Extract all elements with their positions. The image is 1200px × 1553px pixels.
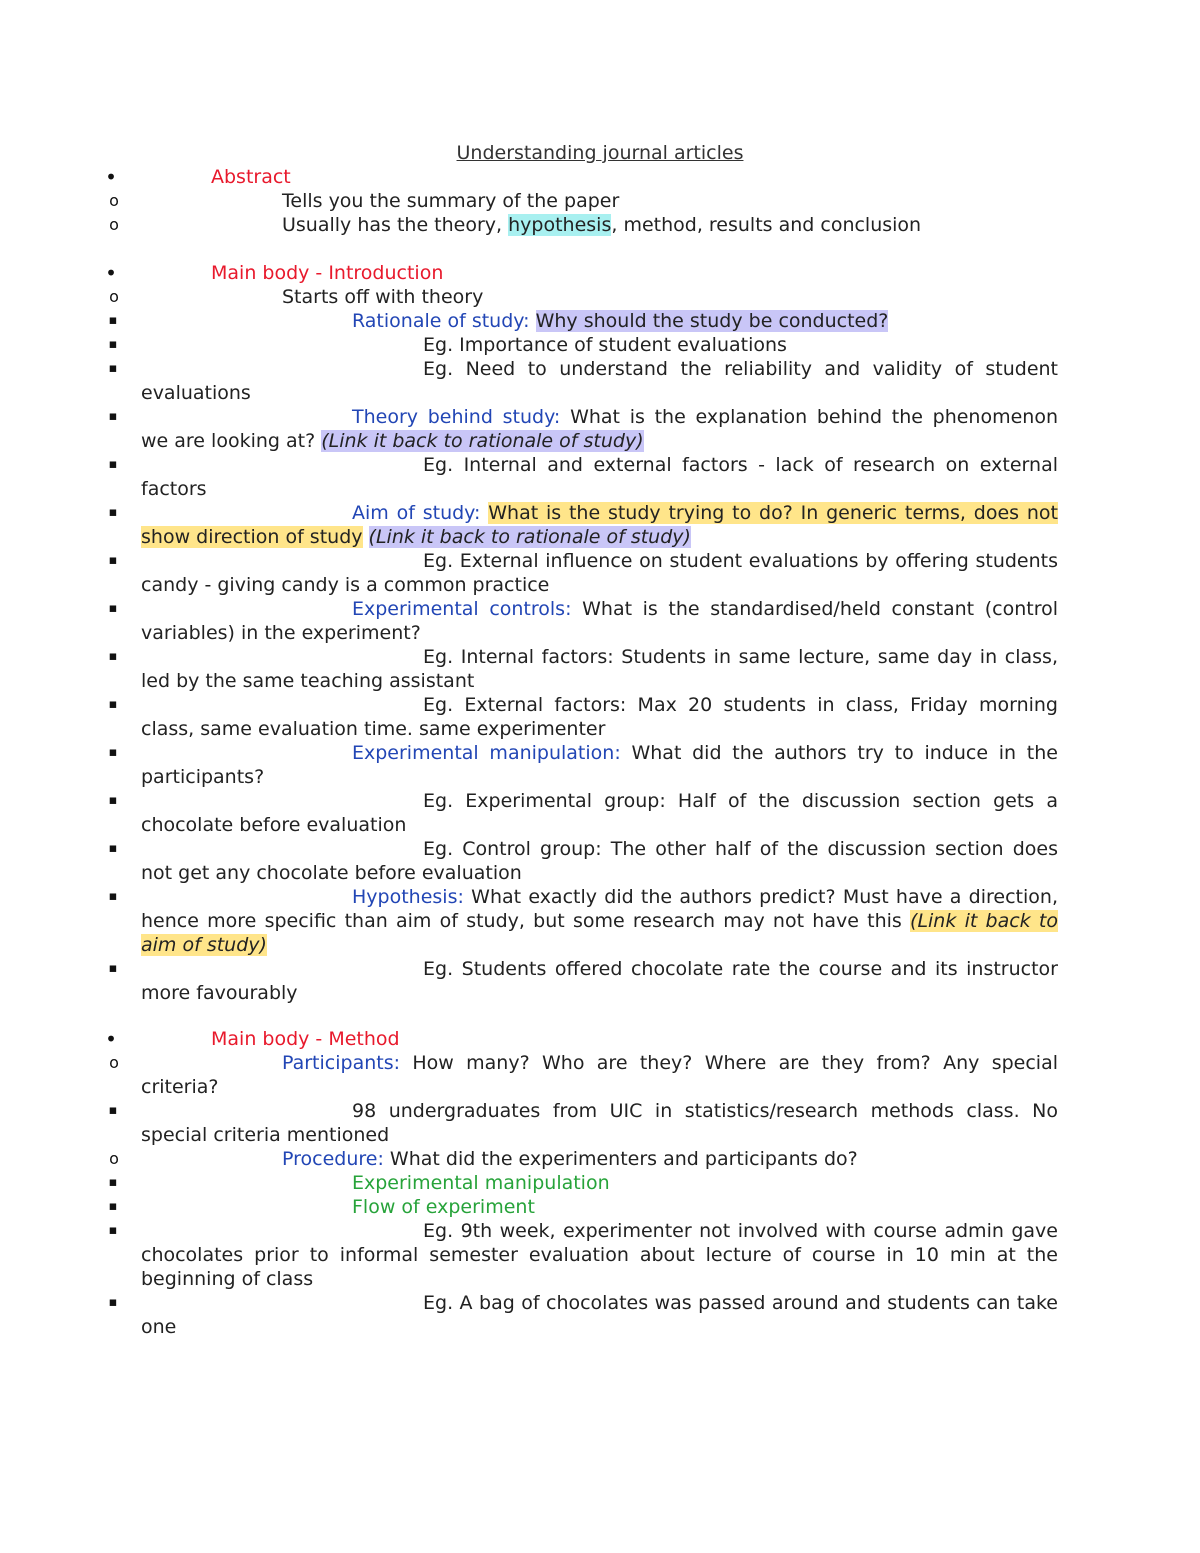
sublabel-flow: Flow of experiment — [352, 1196, 535, 1218]
list-item — [0, 405, 1200, 453]
list-item — [0, 213, 1200, 237]
list-item — [0, 309, 1200, 333]
list-text: Eg. Control group: The other half of the discussion section does not get any chocolate before evaluation — [141, 838, 1058, 884]
bullet-disc-icon: • — [105, 1027, 117, 1051]
list-item — [0, 261, 1200, 285]
list-text: Usually has the theory, — [282, 214, 509, 236]
list-text: What exactly did the authors predict? Must have a direction, hence more specific than aim of study, but some research may not have this — [141, 886, 1058, 932]
highlighted-term: hypothesis — [508, 214, 612, 236]
label-aim: Aim of study: — [352, 502, 481, 524]
bullet-disc-icon: • — [105, 261, 117, 285]
list-item — [0, 1147, 1200, 1171]
link-note: (Link it back to rationale of study) — [368, 526, 691, 548]
list-item — [0, 189, 1200, 213]
highlighted-question: What is the study trying to do? In generic terms, does not show direction of study — [141, 502, 1058, 548]
list-item — [0, 693, 1200, 741]
bullet-circle-icon: o — [109, 1149, 119, 1168]
bullet-square-icon: ▪ — [108, 1103, 118, 1118]
list-item — [0, 789, 1200, 837]
list-item — [0, 333, 1200, 357]
list-text: What is the standardised/held constant (control variables) in the experiment? — [141, 598, 1058, 644]
list-item — [0, 1195, 1200, 1219]
bullet-square-icon: ▪ — [108, 505, 118, 520]
list-text: Eg. Students offered chocolate rate the course and its instructor more favourably — [141, 958, 1058, 1004]
label-theory: Theory behind study: — [352, 406, 561, 428]
list-item — [0, 1051, 1200, 1099]
list-text: What is the explanation behind the phenomenon we are looking at? — [141, 406, 1059, 452]
list-text: Eg. External factors: Max 20 students in class, Friday morning class, same evaluation time. same experimenter — [141, 694, 1058, 740]
bullet-square-icon: ▪ — [108, 649, 118, 664]
list-item — [0, 885, 1200, 957]
list-text: , method, results and conclusion — [611, 214, 922, 236]
section-heading-abstract: Abstract — [211, 166, 291, 188]
bullet-square-icon: ▪ — [108, 313, 118, 328]
section-heading-introduction: Main body - Introduction — [211, 262, 444, 284]
list-item — [0, 1219, 1200, 1291]
list-text: Eg. Internal and external factors - lack of research on external factors — [141, 454, 1058, 500]
list-item — [0, 549, 1200, 597]
list-text: What did the experimenters and participants do? — [389, 1148, 858, 1170]
list-text: What did the authors try to induce in the participants? — [141, 742, 1058, 788]
section-heading-method: Main body - Method — [211, 1028, 400, 1050]
bullet-square-icon: ▪ — [108, 793, 118, 808]
label-manipulation: Experimental manipulation: — [352, 742, 621, 764]
label-participants: Participants: — [282, 1052, 401, 1074]
list-item — [0, 1099, 1200, 1147]
label-rationale: Rationale of study: — [352, 310, 530, 332]
list-item — [0, 453, 1200, 501]
bullet-circle-icon: o — [109, 215, 119, 234]
list-item — [0, 837, 1200, 885]
bullet-square-icon: ▪ — [108, 337, 118, 352]
link-note: (Link it back to rationale of study) — [321, 430, 644, 452]
bullet-square-icon: ▪ — [108, 1295, 118, 1310]
bullet-square-icon: ▪ — [108, 1199, 118, 1214]
list-text: Eg. External influence on student evaluations by offering students candy - giving candy is a common practice — [141, 550, 1058, 596]
bullet-square-icon: ▪ — [108, 841, 118, 856]
list-text: Starts off with theory — [282, 286, 484, 308]
list-text: Eg. Experimental group: Half of the discussion section gets a chocolate before evaluation — [141, 790, 1058, 836]
bullet-square-icon: ▪ — [108, 409, 118, 424]
list-text: 98 undergraduates from UIC in statistics/research methods class. No special criteria mentioned — [141, 1100, 1058, 1146]
bullet-square-icon: ▪ — [108, 889, 118, 904]
bullet-circle-icon: o — [109, 191, 119, 210]
bullet-square-icon: ▪ — [108, 1223, 118, 1238]
list-text: Eg. 9th week, experimenter not involved with course admin gave chocolates prior to informal semester evaluation about lecture of course in 10 min at the beginning of class — [141, 1220, 1058, 1290]
bullet-square-icon: ▪ — [108, 553, 118, 568]
list-item — [0, 957, 1200, 1005]
link-note: (Link it back to aim of study) — [141, 910, 1058, 956]
bullet-square-icon: ▪ — [108, 457, 118, 472]
page-title: Understanding journal articles — [456, 142, 744, 164]
bullet-disc-icon: • — [105, 165, 117, 189]
list-text: Eg. A bag of chocolates was passed around and students can take one — [141, 1292, 1058, 1338]
bullet-circle-icon: o — [109, 287, 119, 306]
list-item — [0, 1027, 1200, 1051]
list-text: Eg. Need to understand the reliability and validity of student evaluations — [141, 358, 1058, 404]
bullet-circle-icon: o — [109, 1053, 119, 1072]
list-text: Eg. Importance of student evaluations — [423, 334, 787, 356]
list-item — [0, 165, 1200, 189]
list-item — [0, 597, 1200, 645]
bullet-square-icon: ▪ — [108, 745, 118, 760]
list-item — [0, 357, 1200, 405]
bullet-square-icon: ▪ — [108, 601, 118, 616]
list-item — [0, 285, 1200, 309]
label-procedure: Procedure: — [282, 1148, 384, 1170]
list-text: How many? Who are they? Where are they from? Any special criteria? — [141, 1052, 1058, 1098]
label-controls: Experimental controls: — [352, 598, 572, 620]
list-text: Eg. Internal factors: Students in same lecture, same day in class, led by the same teaching assistant — [141, 646, 1058, 692]
bullet-square-icon: ▪ — [108, 697, 118, 712]
list-text: Tells you the summary of the paper — [282, 190, 620, 212]
list-item — [0, 1171, 1200, 1195]
highlighted-question: Why should the study be conducted? — [535, 310, 889, 332]
label-hypothesis: Hypothesis: — [352, 886, 464, 908]
bullet-square-icon: ▪ — [108, 361, 118, 376]
list-item — [0, 645, 1200, 693]
list-item — [0, 741, 1200, 789]
list-item — [0, 1291, 1200, 1339]
bullet-square-icon: ▪ — [108, 961, 118, 976]
bullet-square-icon: ▪ — [108, 1175, 118, 1190]
document-body — [0, 165, 1200, 1339]
list-item — [0, 501, 1200, 549]
sublabel-manipulation: Experimental manipulation — [352, 1172, 610, 1194]
